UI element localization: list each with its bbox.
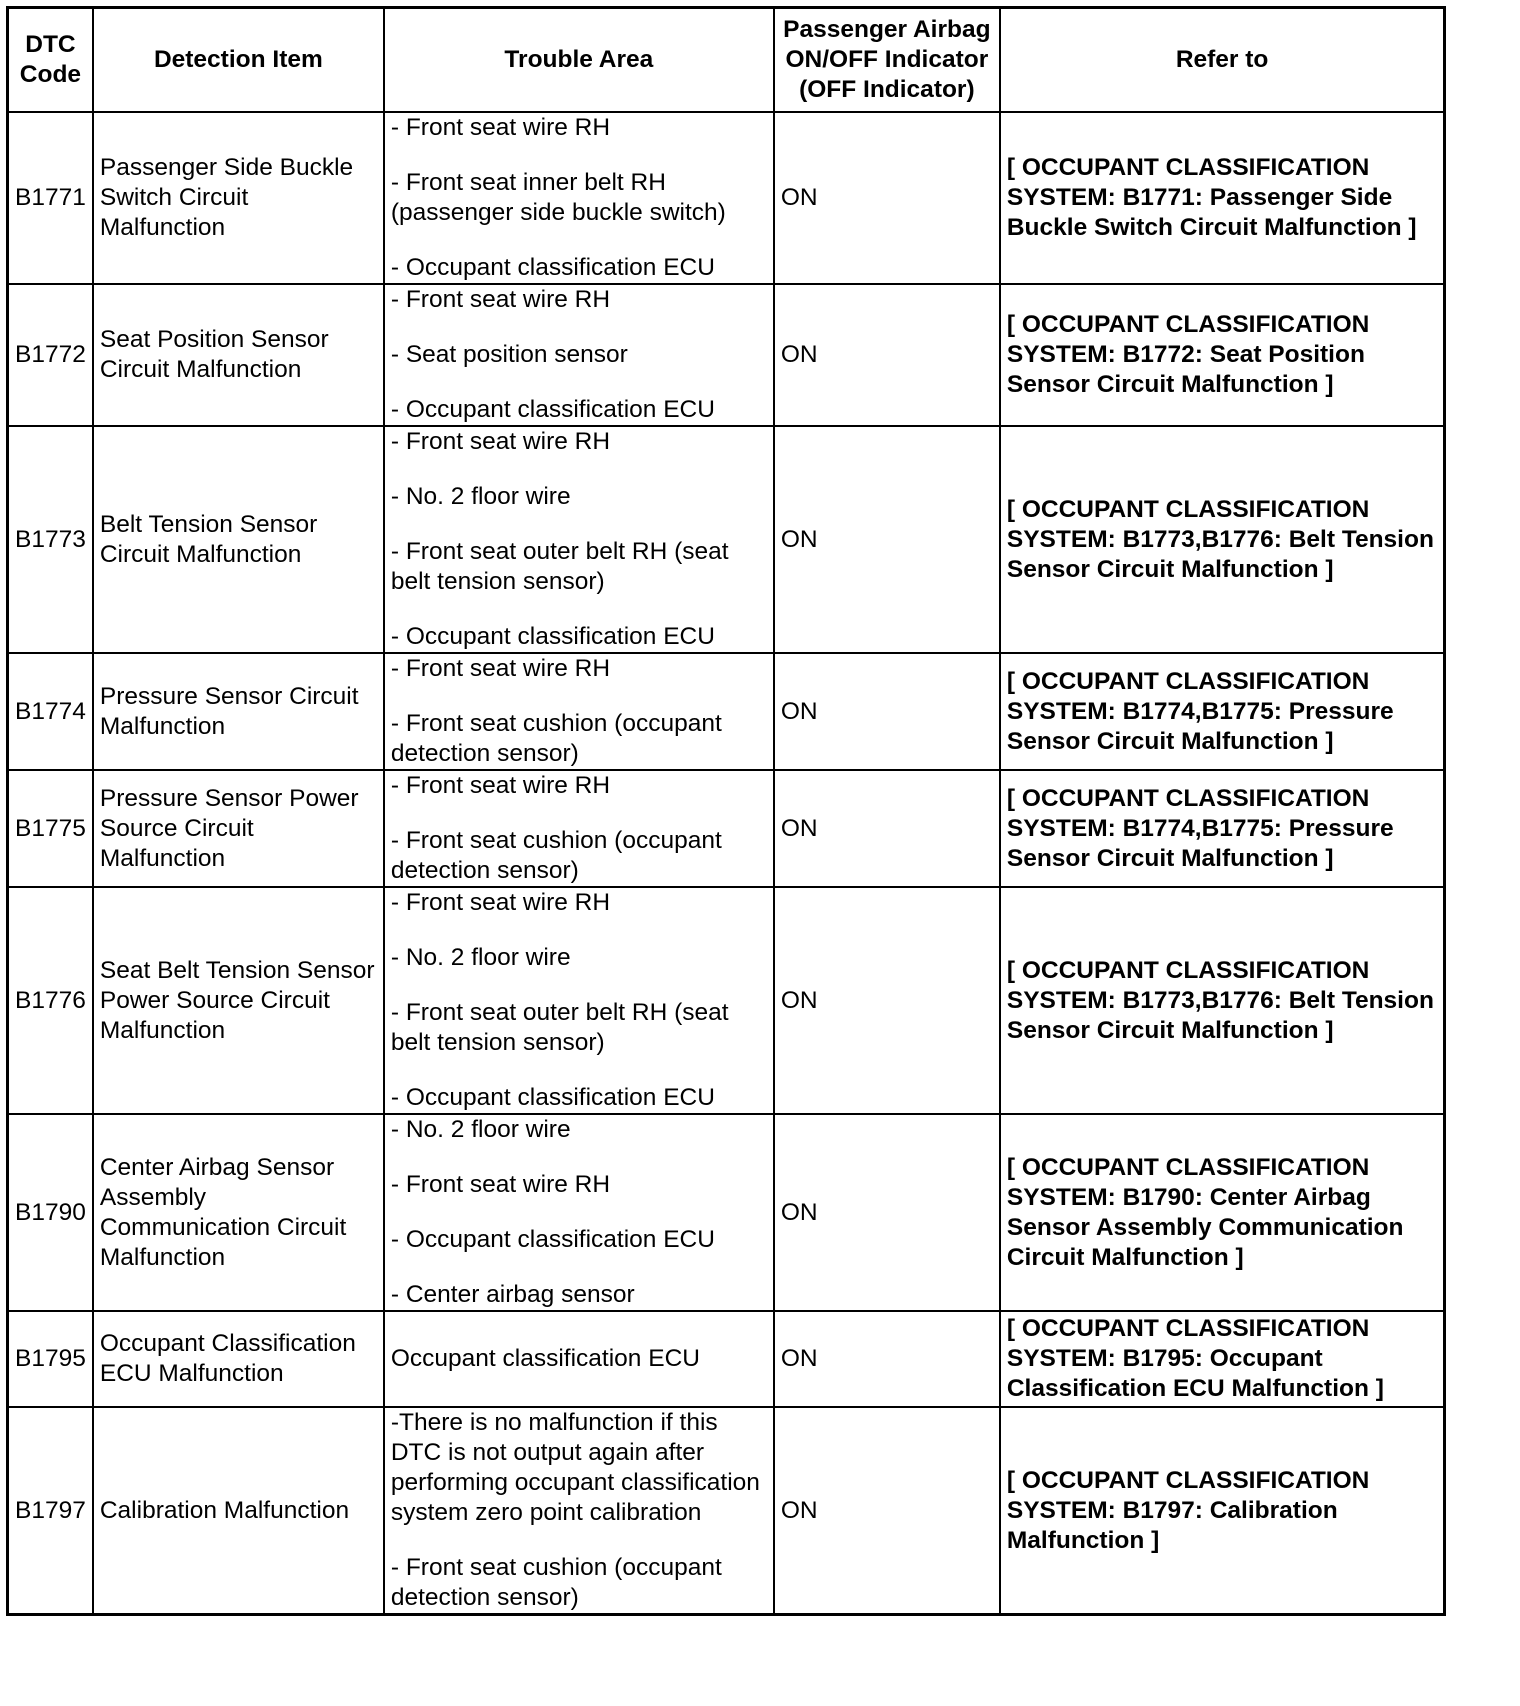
detection-item-cell: Passenger Side Buckle Switch Circuit Malfunction: [93, 112, 384, 284]
table-row: [8, 887, 1445, 1114]
trouble-area-item: - Occupant classification ECU: [390, 1226, 715, 1253]
dtc-code-cell: B1773: [8, 426, 93, 653]
indicator-cell: ON: [774, 653, 1000, 770]
detection-item-cell: Occupant Classification ECU Malfunction: [93, 1311, 384, 1407]
refer-to-cell: [ OCCUPANT CLASSIFICATION SYSTEM: B1774,B1775: Pressure Sensor Circuit Malfunction ]: [1000, 770, 1445, 887]
header-indicator: Passenger Airbag ON/OFF Indicator (OFF Indicator): [774, 8, 1000, 113]
trouble-area-cell: [384, 887, 774, 1114]
trouble-area-cell: [384, 1311, 774, 1407]
dtc-code-cell: B1772: [8, 284, 93, 426]
table-row: [8, 770, 1445, 887]
detection-item-cell: Pressure Sensor Power Source Circuit Malfunction: [93, 770, 384, 887]
trouble-area-item: - Front seat wire RH: [390, 1171, 611, 1198]
trouble-area-item: - Front seat wire RH: [390, 428, 611, 455]
trouble-area-cell: [384, 653, 774, 770]
table-row: [8, 426, 1445, 653]
refer-to-cell: [ OCCUPANT CLASSIFICATION SYSTEM: B1795: Occupant Classification ECU Malfunction ]: [1000, 1311, 1445, 1407]
detection-item-cell: Seat Belt Tension Sensor Power Source Circuit Malfunction: [93, 887, 384, 1114]
trouble-area-item: - Front seat wire RH: [390, 655, 611, 682]
indicator-cell: ON: [774, 1311, 1000, 1407]
trouble-area-item: - Front seat cushion (occupant detection sensor): [390, 827, 722, 884]
trouble-area-item: - Front seat outer belt RH (seat belt tension sensor): [390, 999, 729, 1056]
trouble-area-item: - Front seat wire RH: [390, 772, 611, 799]
trouble-area-item: - No. 2 floor wire: [390, 944, 571, 971]
table-body: [8, 112, 1445, 1615]
table-row: [8, 1407, 1445, 1615]
refer-to-cell: [ OCCUPANT CLASSIFICATION SYSTEM: B1772: Seat Position Sensor Circuit Malfunction ]: [1000, 284, 1445, 426]
trouble-area-item: -There is no malfunction if this DTC is not output again after performing occupant classification system zero point calibration: [390, 1409, 760, 1526]
refer-to-cell: [ OCCUPANT CLASSIFICATION SYSTEM: B1771: Passenger Side Buckle Switch Circuit Malfunction ]: [1000, 112, 1445, 284]
refer-to-cell: [ OCCUPANT CLASSIFICATION SYSTEM: B1773,B1776: Belt Tension Sensor Circuit Malfunction ]: [1000, 426, 1445, 653]
header-row: [8, 8, 1445, 113]
dtc-code-cell: B1771: [8, 112, 93, 284]
refer-to-cell: [ OCCUPANT CLASSIFICATION SYSTEM: B1774,B1775: Pressure Sensor Circuit Malfunction ]: [1000, 653, 1445, 770]
detection-item-cell: Center Airbag Sensor Assembly Communication Circuit Malfunction: [93, 1114, 384, 1311]
detection-item-cell: Pressure Sensor Circuit Malfunction: [93, 653, 384, 770]
trouble-area-item: - Front seat outer belt RH (seat belt tension sensor): [390, 538, 729, 595]
indicator-cell: ON: [774, 1407, 1000, 1615]
trouble-area-cell: [384, 426, 774, 653]
dtc-code-cell: B1795: [8, 1311, 93, 1407]
trouble-area-cell: [384, 112, 774, 284]
trouble-area-item: - Front seat cushion (occupant detection sensor): [390, 710, 722, 767]
trouble-area-item: - Occupant classification ECU: [390, 254, 715, 281]
detection-item-cell: Calibration Malfunction: [93, 1407, 384, 1615]
table-row: [8, 1114, 1445, 1311]
trouble-area-cell: [384, 1114, 774, 1311]
trouble-area-item: - Front seat wire RH: [390, 889, 611, 916]
trouble-area-item: - No. 2 floor wire: [390, 483, 571, 510]
dtc-table: [6, 6, 1446, 1616]
trouble-area-item: - Front seat wire RH: [390, 286, 611, 313]
trouble-area-item: - Front seat cushion (occupant detection sensor): [390, 1554, 722, 1611]
header-dtc-code: DTC Code: [8, 8, 93, 113]
table-row: [8, 112, 1445, 284]
table-row: [8, 653, 1445, 770]
trouble-area-item: - No. 2 floor wire: [390, 1116, 571, 1143]
header-trouble-area: Trouble Area: [384, 8, 774, 113]
trouble-area-item: - Occupant classification ECU: [390, 623, 715, 650]
trouble-area-item: - Front seat wire RH: [390, 114, 611, 141]
indicator-cell: ON: [774, 1114, 1000, 1311]
refer-to-cell: [ OCCUPANT CLASSIFICATION SYSTEM: B1773,B1776: Belt Tension Sensor Circuit Malfunction ]: [1000, 887, 1445, 1114]
trouble-area-item: - Front seat inner belt RH (passenger side buckle switch): [390, 169, 726, 226]
dtc-code-cell: B1776: [8, 887, 93, 1114]
dtc-table-container: [6, 6, 1446, 1616]
trouble-area-item: - Center airbag sensor: [390, 1281, 635, 1308]
trouble-area-item: - Occupant classification ECU: [390, 396, 715, 423]
detection-item-cell: Belt Tension Sensor Circuit Malfunction: [93, 426, 384, 653]
indicator-cell: ON: [774, 426, 1000, 653]
header-refer-to: Refer to: [1000, 8, 1445, 113]
table-row: [8, 284, 1445, 426]
table-row: [8, 1311, 1445, 1407]
dtc-code-cell: B1774: [8, 653, 93, 770]
header-detection-item: Detection Item: [93, 8, 384, 113]
refer-to-cell: [ OCCUPANT CLASSIFICATION SYSTEM: B1790: Center Airbag Sensor Assembly Communication Circuit Malfunction ]: [1000, 1114, 1445, 1311]
indicator-cell: ON: [774, 284, 1000, 426]
indicator-cell: ON: [774, 887, 1000, 1114]
trouble-area-cell: [384, 1407, 774, 1615]
trouble-area-cell: [384, 770, 774, 887]
trouble-area-item: - Occupant classification ECU: [390, 1084, 715, 1111]
trouble-area-item: - Seat position sensor: [390, 341, 628, 368]
refer-to-cell: [ OCCUPANT CLASSIFICATION SYSTEM: B1797: Calibration Malfunction ]: [1000, 1407, 1445, 1615]
dtc-code-cell: B1790: [8, 1114, 93, 1311]
trouble-area-cell: [384, 284, 774, 426]
dtc-code-cell: B1797: [8, 1407, 93, 1615]
detection-item-cell: Seat Position Sensor Circuit Malfunction: [93, 284, 384, 426]
trouble-area-item: Occupant classification ECU: [390, 1345, 700, 1372]
indicator-cell: ON: [774, 770, 1000, 887]
indicator-cell: ON: [774, 112, 1000, 284]
dtc-code-cell: B1775: [8, 770, 93, 887]
